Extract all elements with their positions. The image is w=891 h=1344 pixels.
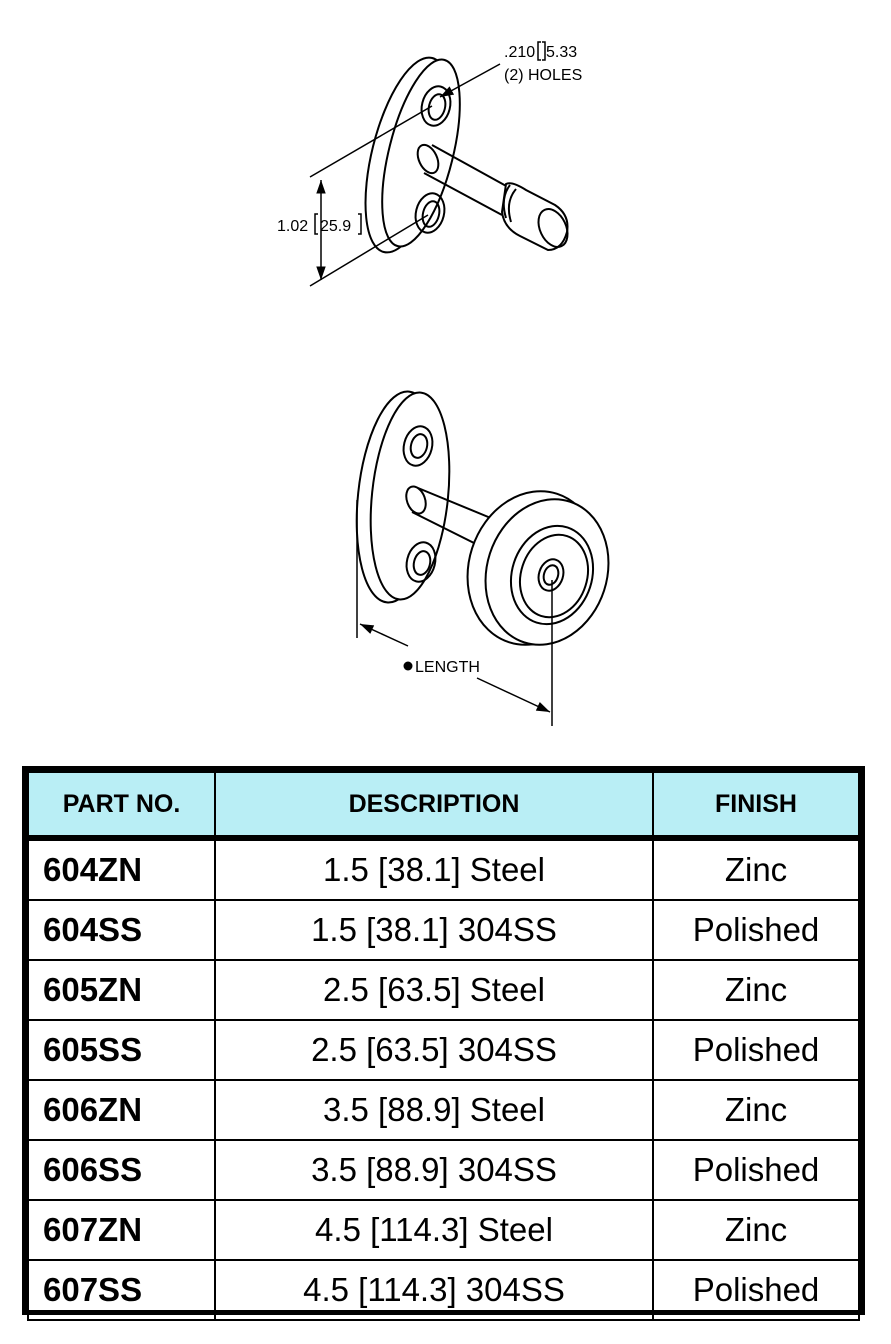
hole-callout-metric: 5.33 bbox=[546, 44, 578, 61]
header-finish: FINISH bbox=[653, 772, 859, 838]
bottom-hook-drawing bbox=[347, 387, 627, 662]
description-cell: 1.5 [38.1] Steel bbox=[215, 838, 653, 900]
description-cell: 4.5 [114.3] Steel bbox=[215, 1200, 653, 1260]
table-row bbox=[28, 960, 859, 1020]
part-no-cell: 604ZN bbox=[28, 838, 215, 900]
header-description: DESCRIPTION bbox=[215, 772, 653, 838]
table-row bbox=[28, 1140, 859, 1200]
hole-callout-value: .210 bbox=[504, 44, 536, 61]
table-header-row bbox=[28, 772, 859, 838]
part-no-cell: 607SS bbox=[28, 1260, 215, 1320]
finish-cell: Polished bbox=[653, 900, 859, 960]
part-no-cell: 606ZN bbox=[28, 1080, 215, 1140]
table-row bbox=[28, 838, 859, 900]
table-row bbox=[28, 1260, 859, 1320]
part-no-cell: 605ZN bbox=[28, 960, 215, 1020]
finish-cell: Zinc bbox=[653, 838, 859, 900]
hole-callout-note: (2) HOLES bbox=[504, 67, 583, 84]
finish-cell: Polished bbox=[653, 1140, 859, 1200]
spacing-metric: 25.9 bbox=[320, 218, 352, 235]
description-cell: 4.5 [114.3] 304SS bbox=[215, 1260, 653, 1320]
part-no-cell: 604SS bbox=[28, 900, 215, 960]
finish-cell: Zinc bbox=[653, 960, 859, 1020]
wheel-front bbox=[467, 483, 627, 661]
description-cell: 3.5 [88.9] Steel bbox=[215, 1080, 653, 1140]
part-no-cell: 606SS bbox=[28, 1140, 215, 1200]
table-row bbox=[28, 1020, 859, 1080]
finish-cell: Polished bbox=[653, 1260, 859, 1320]
length-bullet-icon bbox=[404, 662, 413, 671]
parts-table-container bbox=[22, 766, 865, 1315]
table-row bbox=[28, 1200, 859, 1260]
description-cell: 2.5 [63.5] Steel bbox=[215, 960, 653, 1020]
table-row bbox=[28, 1080, 859, 1140]
table-row bbox=[28, 900, 859, 960]
description-cell: 3.5 [88.9] 304SS bbox=[215, 1140, 653, 1200]
part-no-cell: 605SS bbox=[28, 1020, 215, 1080]
parts-table bbox=[27, 771, 860, 1321]
spacing-value: 1.02 bbox=[277, 218, 309, 235]
header-part-no: PART NO. bbox=[28, 772, 215, 838]
length-label: LENGTH bbox=[415, 659, 480, 676]
description-cell: 2.5 [63.5] 304SS bbox=[215, 1020, 653, 1080]
finish-cell: Zinc bbox=[653, 1200, 859, 1260]
part-no-cell: 607ZN bbox=[28, 1200, 215, 1260]
finish-cell: Polished bbox=[653, 1020, 859, 1080]
description-cell: 1.5 [38.1] 304SS bbox=[215, 900, 653, 960]
finish-cell: Zinc bbox=[653, 1080, 859, 1140]
